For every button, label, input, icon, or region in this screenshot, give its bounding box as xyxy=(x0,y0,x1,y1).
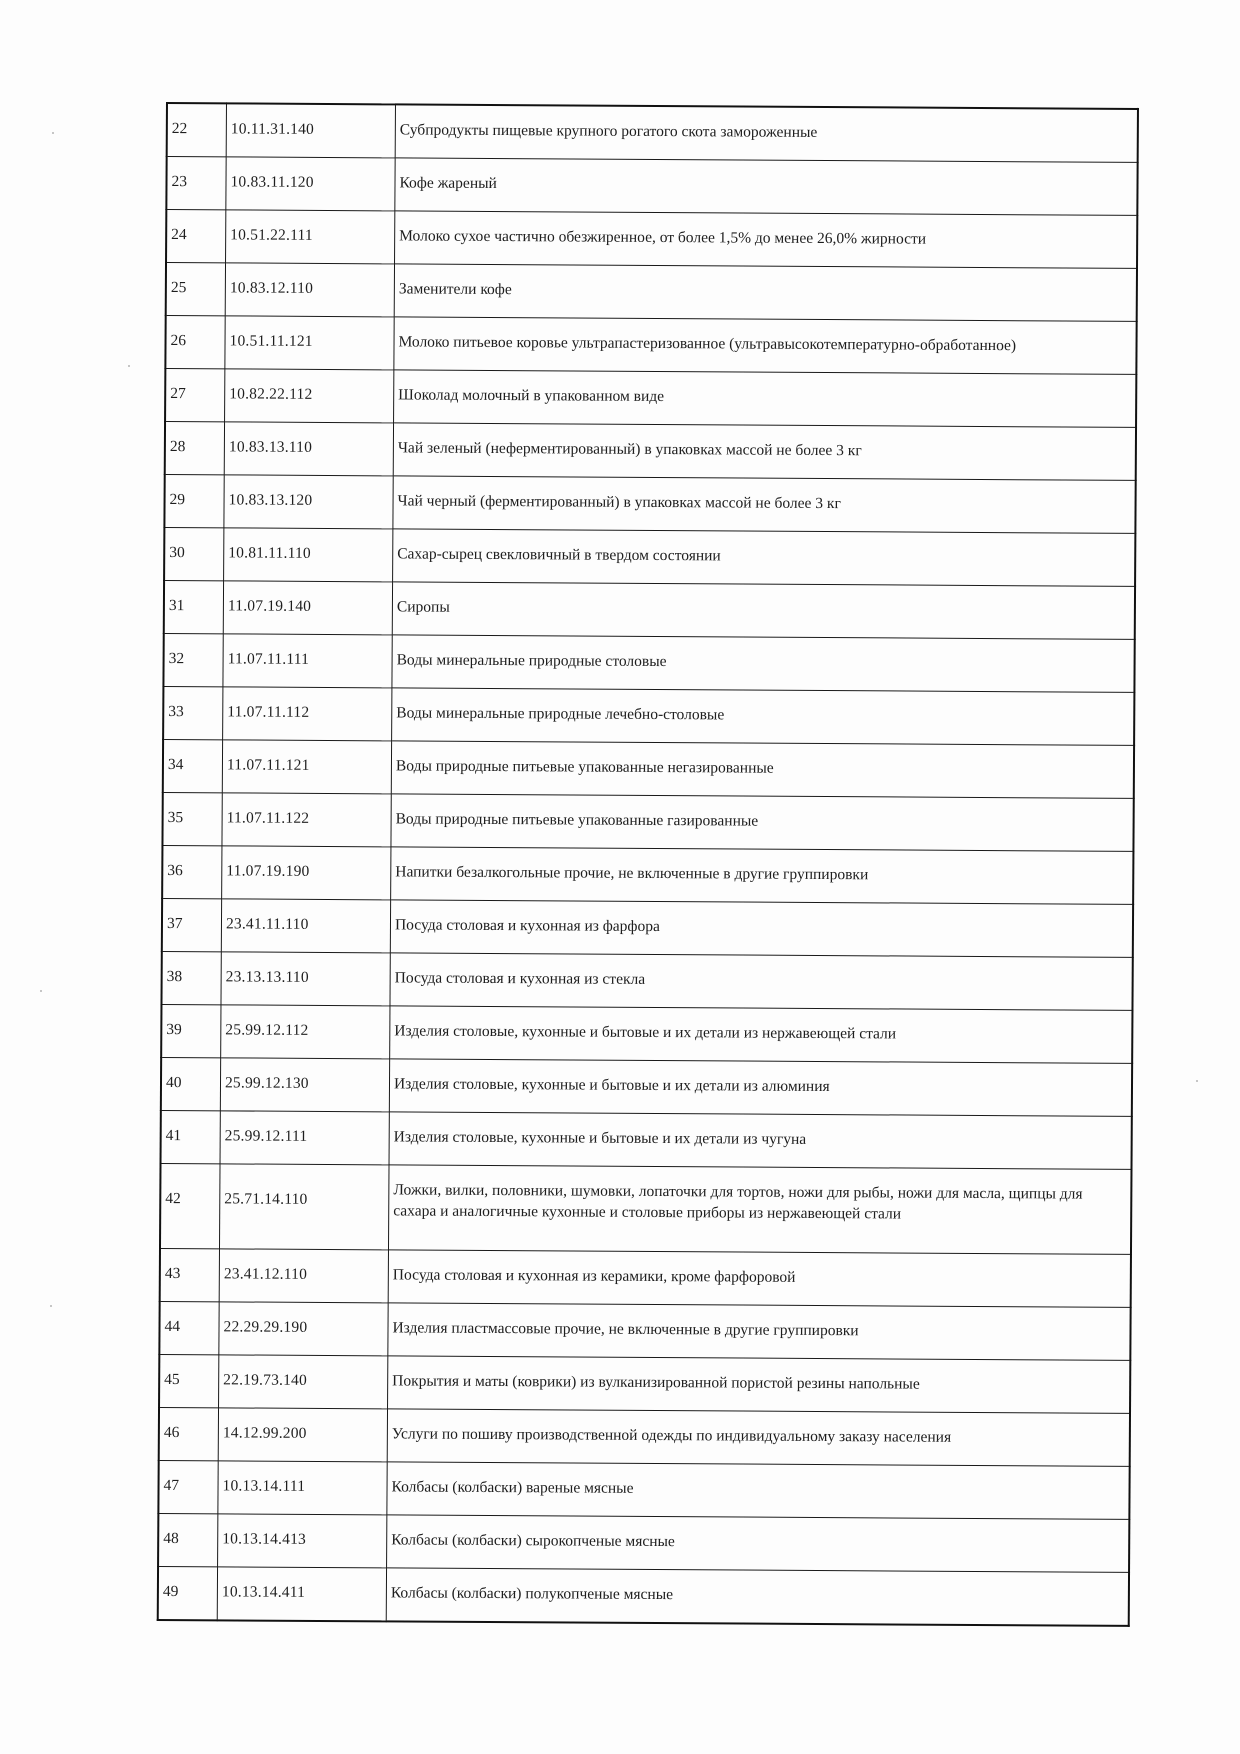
item-name: Изделия столовые, кухонные и бытовые и их детали из нержавеющей стали xyxy=(390,1006,1133,1064)
table-row xyxy=(160,1163,1132,1254)
okpd-code: 23.41.11.110 xyxy=(221,899,390,953)
scan-speck xyxy=(40,990,42,992)
item-name: Шоколад молочный в упакованном виде xyxy=(394,370,1137,428)
item-name: Колбасы (колбаски) полукопченые мясные xyxy=(386,1568,1129,1626)
item-name: Изделия столовые, кухонные и бытовые и их детали из чугуна xyxy=(389,1112,1132,1170)
okpd-registry-table xyxy=(157,102,1139,1627)
row-number: 33 xyxy=(163,686,223,739)
table-row xyxy=(162,792,1133,851)
okpd-code: 11.07.11.122 xyxy=(222,793,391,847)
okpd-code: 10.13.14.111 xyxy=(218,1461,387,1515)
item-name: Сиропы xyxy=(392,582,1135,640)
item-name: Воды природные питьевые упакованные газированные xyxy=(391,794,1134,852)
okpd-code: 23.13.13.110 xyxy=(221,952,390,1006)
okpd-code: 10.13.14.413 xyxy=(218,1514,387,1568)
okpd-code: 11.07.11.121 xyxy=(222,740,391,794)
document-sheet xyxy=(157,102,1139,1627)
row-number: 27 xyxy=(165,369,225,422)
item-name: Воды природные питьевые упакованные негазированные xyxy=(391,741,1134,799)
row-number: 22 xyxy=(167,103,227,157)
item-name: Субпродукты пищевые крупного рогатого скота замороженные xyxy=(395,104,1138,162)
table-row xyxy=(165,369,1136,428)
item-name: Посуда столовая и кухонная из стекла xyxy=(390,953,1133,1011)
row-number: 24 xyxy=(166,210,226,263)
okpd-code: 25.99.12.130 xyxy=(220,1058,389,1112)
table-row xyxy=(166,157,1137,216)
okpd-code: 10.11.31.140 xyxy=(226,103,395,158)
table-row xyxy=(159,1354,1130,1413)
table-row xyxy=(158,1460,1129,1519)
item-name: Напитки безалкогольные прочие, не включенные в другие группировки xyxy=(391,847,1134,905)
item-name: Воды минеральные природные столовые xyxy=(392,635,1135,693)
table-row xyxy=(159,1301,1130,1360)
table-row xyxy=(164,580,1135,639)
table-row xyxy=(163,633,1134,692)
okpd-code: 10.83.12.110 xyxy=(225,263,394,317)
row-number: 25 xyxy=(166,263,226,316)
item-name: Колбасы (колбаски) вареные мясные xyxy=(387,1462,1130,1520)
row-number: 28 xyxy=(165,422,225,475)
table-row xyxy=(164,474,1135,533)
table-row xyxy=(162,898,1133,957)
item-name: Колбасы (колбаски) сырокопченые мясные xyxy=(387,1515,1130,1573)
okpd-code: 10.51.11.121 xyxy=(225,316,394,370)
row-number: 45 xyxy=(159,1354,219,1407)
row-number: 39 xyxy=(161,1004,221,1057)
table-row xyxy=(166,210,1137,269)
item-name: Чай зеленый (неферментированный) в упаковках массой не более 3 кг xyxy=(393,423,1136,481)
table-row xyxy=(162,845,1133,904)
row-number: 41 xyxy=(161,1110,221,1163)
item-name: Услуги по пошиву производственной одежды по индивидуальному заказу населения xyxy=(387,1409,1130,1467)
table-row xyxy=(163,686,1134,745)
table-row xyxy=(164,527,1135,586)
item-name: Кофе жареный xyxy=(395,158,1138,216)
row-number: 47 xyxy=(158,1460,218,1513)
table-row xyxy=(166,263,1137,322)
row-number: 32 xyxy=(163,633,223,686)
item-name: Сахар-сырец свекловичный в твердом состоянии xyxy=(393,529,1136,587)
row-number: 48 xyxy=(158,1513,218,1566)
row-number: 46 xyxy=(159,1407,219,1460)
item-name: Чай черный (ферментированный) в упаковках массой не более 3 кг xyxy=(393,476,1136,534)
table-row xyxy=(161,951,1132,1010)
item-name: Заменители кофе xyxy=(394,264,1137,322)
okpd-code: 22.29.29.190 xyxy=(219,1302,388,1356)
table-row xyxy=(167,103,1138,162)
table-row xyxy=(159,1407,1130,1466)
table-row xyxy=(158,1513,1129,1572)
okpd-code: 10.83.11.120 xyxy=(226,157,395,211)
okpd-code: 10.83.13.120 xyxy=(224,475,393,529)
item-name: Ложки, вилки, половники, шумовки, лопаточки для тортов, ножи для рыбы, ножи для масла, щипцы для сахара и аналогичные кухонные и столовые приборы из нержавеющей стали xyxy=(388,1165,1131,1255)
okpd-code: 11.07.11.111 xyxy=(223,634,392,688)
item-name: Посуда столовая и кухонная из фарфора xyxy=(390,900,1133,958)
item-name: Молоко сухое частично обезжиренное, от более 1,5% до менее 26,0% жирности xyxy=(395,211,1138,269)
row-number: 34 xyxy=(163,739,223,792)
okpd-code: 10.83.13.110 xyxy=(224,422,393,476)
item-name: Покрытия и маты (коврики) из вулканизированной пористой резины напольные xyxy=(388,1356,1131,1414)
item-name: Изделия столовые, кухонные и бытовые и их детали из алюминия xyxy=(389,1059,1132,1117)
okpd-code: 10.51.22.111 xyxy=(226,210,395,264)
okpd-code: 25.99.12.112 xyxy=(221,1005,390,1059)
item-name: Воды минеральные природные лечебно-столовые xyxy=(392,688,1135,746)
okpd-code: 22.19.73.140 xyxy=(219,1355,388,1409)
item-name: Посуда столовая и кухонная из керамики, кроме фарфоровой xyxy=(388,1250,1131,1308)
row-number: 31 xyxy=(164,580,224,633)
okpd-code: 10.81.11.110 xyxy=(224,528,393,582)
row-number: 23 xyxy=(166,157,226,210)
table-row xyxy=(165,316,1136,375)
okpd-code: 11.07.19.190 xyxy=(222,846,391,900)
table-row xyxy=(161,1004,1132,1063)
row-number: 30 xyxy=(164,527,224,580)
okpd-code: 11.07.19.140 xyxy=(223,581,392,635)
table-row xyxy=(161,1057,1132,1116)
item-name: Молоко питьевое коровье ультрапастеризованное (ультравысокотемпературно-обработанное) xyxy=(394,317,1137,375)
row-number: 38 xyxy=(161,951,221,1004)
okpd-code: 25.71.14.110 xyxy=(219,1164,389,1250)
okpd-code: 14.12.99.200 xyxy=(218,1408,387,1462)
okpd-code: 23.41.12.110 xyxy=(219,1249,388,1303)
table-row xyxy=(160,1248,1131,1307)
okpd-code: 10.82.22.112 xyxy=(225,369,394,423)
table-row xyxy=(163,739,1134,798)
row-number: 37 xyxy=(162,898,222,951)
row-number: 35 xyxy=(162,792,222,845)
row-number: 36 xyxy=(162,845,222,898)
okpd-code: 10.13.14.411 xyxy=(217,1567,386,1622)
row-number: 43 xyxy=(160,1248,220,1301)
table-row xyxy=(161,1110,1132,1169)
row-number: 40 xyxy=(161,1057,221,1110)
table-row xyxy=(158,1566,1129,1625)
row-number: 42 xyxy=(160,1163,220,1248)
table-body xyxy=(158,103,1138,1626)
row-number: 29 xyxy=(164,474,224,527)
scan-speck xyxy=(50,1305,52,1307)
item-name: Изделия пластмассовые прочие, не включенные в другие группировки xyxy=(388,1303,1131,1361)
okpd-code: 25.99.12.111 xyxy=(220,1111,389,1165)
scan-speck xyxy=(1196,1080,1198,1082)
row-number: 44 xyxy=(159,1301,219,1354)
okpd-code: 11.07.11.112 xyxy=(223,687,392,741)
scan-speck xyxy=(52,132,54,134)
table-row xyxy=(165,422,1136,481)
scan-speck xyxy=(128,365,130,367)
row-number: 49 xyxy=(158,1566,218,1620)
row-number: 26 xyxy=(165,316,225,369)
